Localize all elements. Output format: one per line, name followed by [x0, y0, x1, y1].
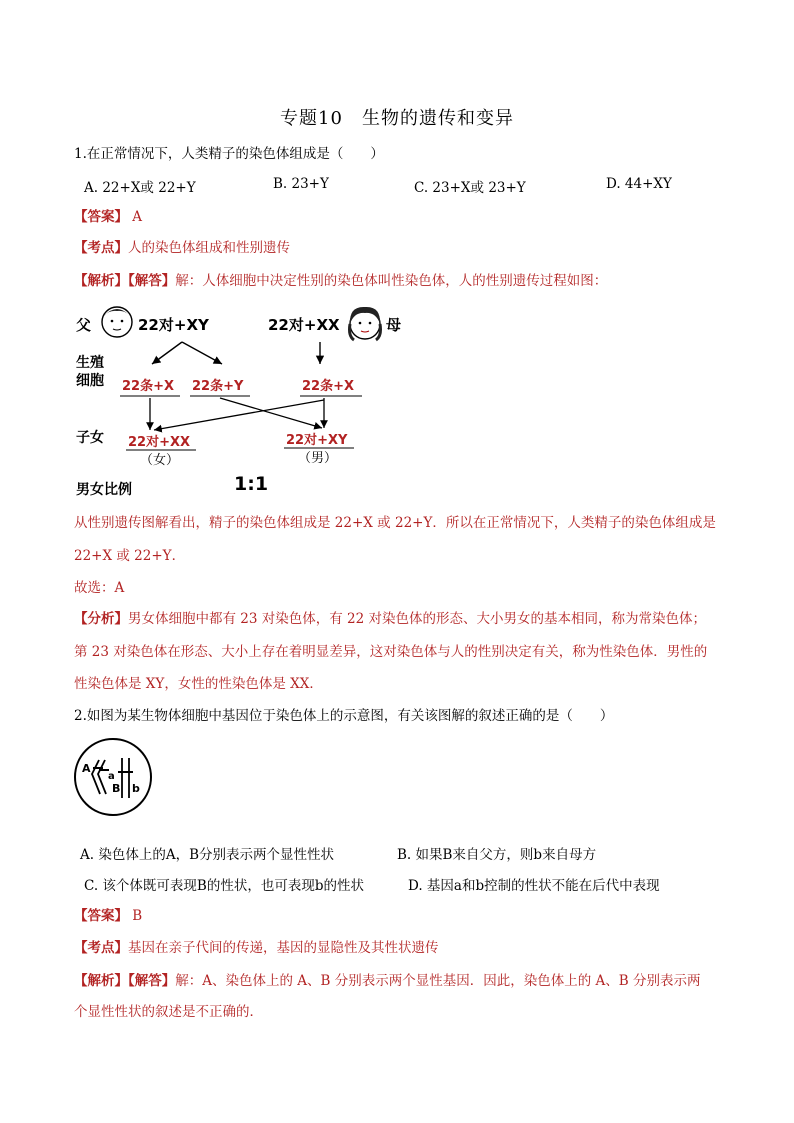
answer-value: B: [132, 908, 143, 924]
gene-label-A: A: [82, 762, 91, 775]
gene-label-B: B: [112, 782, 121, 795]
page-title: 专题10 生物的遗传和变异: [280, 108, 514, 129]
father-face-icon: [102, 307, 132, 337]
q1-explanation-line-2: 22+X 或 22+Y．: [74, 548, 186, 564]
child-female-sex: （女）: [140, 453, 180, 468]
q1-answer-line: [74, 207, 142, 227]
gamete-sperm-x: 22条+X: [122, 379, 175, 394]
ratio-label: 男女比例: [76, 482, 132, 498]
q2-jiexi-line-1: [74, 971, 701, 991]
q1-fenxi-line-2: 第 23 对染色体在形态、大小上存在着明显差异，这对染色体与人的性别决定有关，称为性染色体．男性的: [74, 644, 708, 660]
child-female-chromosomes: 22对+XX: [128, 435, 191, 450]
q2-option-a: A. 染色体上的A，B分别表示两个显性性状: [80, 847, 335, 863]
sex-ratio-value: 1:1: [234, 473, 269, 495]
father-label: 父: [76, 316, 92, 334]
sex-inheritance-diagram: [70, 302, 430, 502]
q1-jiexi-line: [74, 271, 607, 291]
q2-option-d: D. 基因a和b控制的性状不能在后代中表现: [408, 878, 660, 894]
kaodian-tag: 【考点】: [74, 240, 128, 256]
q2-question: 2.如图为某生物体细胞中基因位于染色体上的示意图，有关该图解的叙述正确的是（ ）: [74, 708, 614, 724]
q1-explanation-line-1: 从性别遗传图解看出，精子的染色体组成是 22+X 或 22+Y．所以在正常情况下，人类精子的染色体组成是: [74, 515, 716, 531]
mother-label: 母: [386, 316, 402, 334]
answer-tag: 【答案】: [74, 209, 128, 225]
q2-option-b: B. 如果B来自父方，则b来自母方: [397, 847, 597, 863]
kaodian-text: 人的染色体组成和性别遗传: [128, 240, 290, 256]
q1-option-c: C. 23+X或 23+Y: [414, 180, 526, 196]
q1-kaodian-line: [74, 238, 290, 258]
child-male-chromosomes: 22对+XY: [286, 433, 348, 448]
mother-chromosomes: 22对+XX: [268, 316, 340, 334]
child-male-sex: （男）: [298, 451, 338, 466]
father-chromosomes: 22对+XY: [138, 316, 209, 334]
kaodian-tag: 【考点】: [74, 940, 128, 956]
q1-option-a: A. 22+X或 22+Y: [84, 180, 196, 196]
q1-fenxi-line-1: [74, 609, 706, 629]
gamete-sperm-y: 22条+Y: [192, 379, 244, 394]
q2-kaodian-line: [74, 938, 439, 958]
fenxi-text-1: 男女体细胞中都有 23 对染色体，有 22 对染色体的形态、大小男女的基本相同，称为常染色体；: [128, 611, 707, 627]
q1-choice-line: 故选：A: [74, 580, 125, 596]
q1-fenxi-line-3: 性染色体是 XY，女性的性染色体是 XX．: [74, 676, 323, 692]
kaodian-text: 基因在亲子代间的传递，基因的显隐性及其性状遗传: [128, 940, 439, 956]
q2-answer-line: [74, 906, 142, 926]
q2-jiexi-line-2: 个显性性状的叙述是不正确的．: [74, 1004, 263, 1020]
answer-value: A: [132, 209, 143, 225]
fenxi-tag: 【分析】: [74, 611, 128, 627]
q1-option-d: D. 44+XY: [606, 176, 672, 192]
answer-tag: 【答案】: [74, 908, 128, 924]
gene-label-b: b: [132, 782, 140, 795]
jiexi-tag: 【解析】【解答】: [74, 973, 176, 989]
children-label: 子女: [76, 430, 104, 446]
q2-option-c: C. 该个体既可表现B的性状，也可表现b的性状: [84, 878, 364, 894]
gamete-egg-x: 22条+X: [302, 379, 355, 394]
germ-cell-label-2: 细胞: [76, 373, 104, 389]
q1-option-b: B. 23+Y: [273, 176, 329, 192]
mother-face-icon: [350, 307, 381, 340]
jiexi-text: 解：人体细胞中决定性别的染色体叫性染色体，人的性别遗传过程如图：: [175, 273, 608, 289]
germ-cell-label-1: 生殖: [76, 355, 104, 371]
q1-question: 1.在正常情况下，人类精子的染色体组成是（ ）: [74, 146, 384, 162]
jiexi-text-1: 解：A、染色体上的 A、B 分别表示两个显性基因．因此，染色体上的 A、B 分别表示两: [175, 973, 701, 989]
gene-label-a: a: [108, 771, 115, 782]
gene-chromosome-cell-diagram: [72, 736, 156, 820]
jiexi-tag: 【解析】【解答】: [74, 273, 176, 289]
